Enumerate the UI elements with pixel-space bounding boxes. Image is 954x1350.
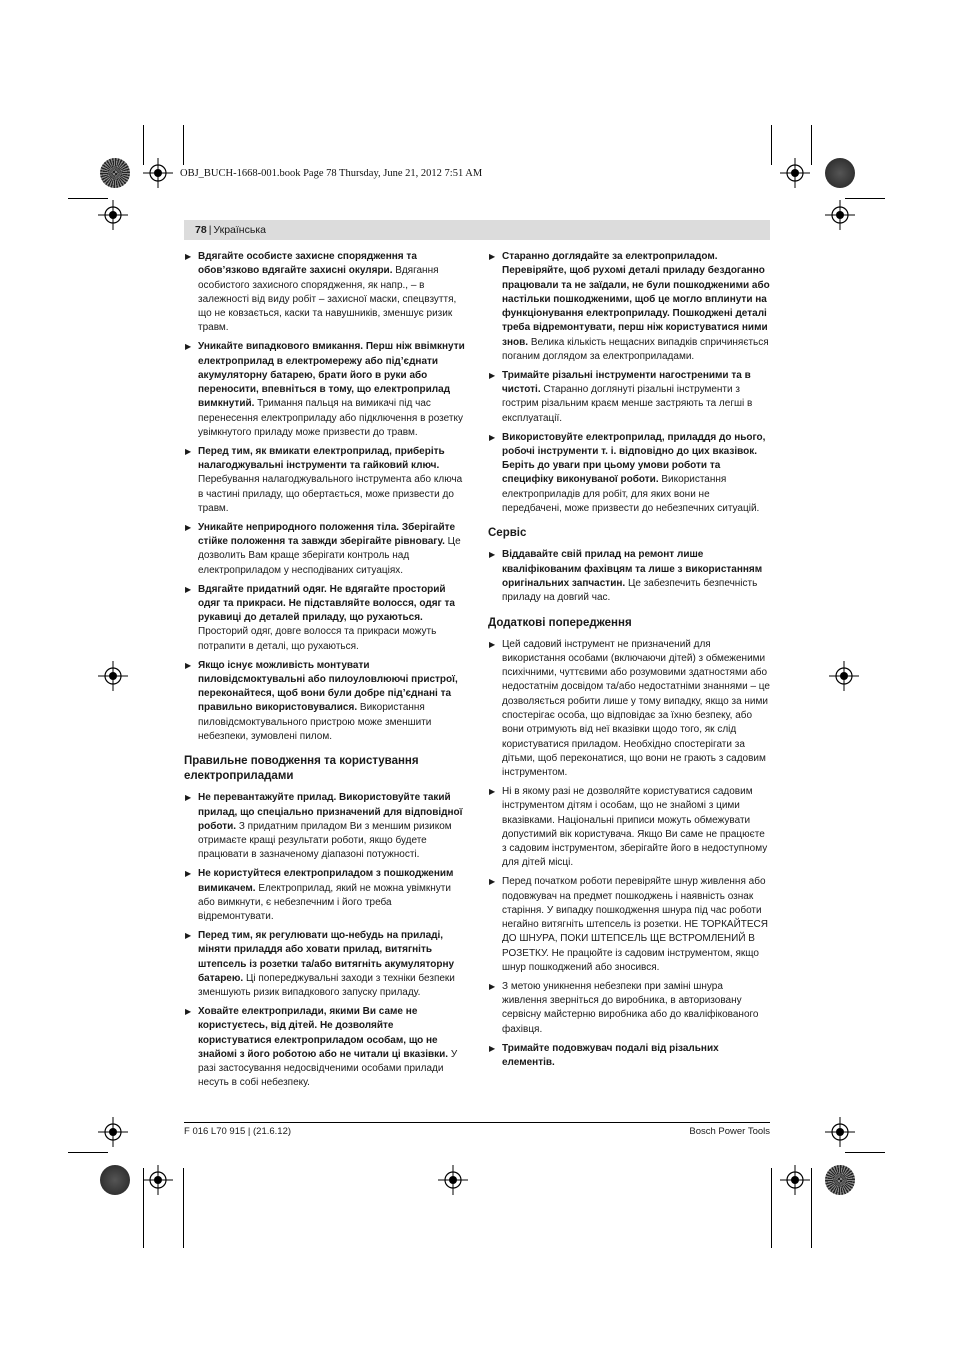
bullet-arrow-icon: ▶: [185, 1006, 192, 1016]
item-text: Перебування налагоджувального інструмента або ключа в частині приладу, що обертається, може призвести до травм.: [198, 474, 463, 515]
right-column: [488, 250, 770, 1075]
registration-mark-icon: [780, 158, 810, 188]
item-bold-text: Ховайте електроприлади, якими Ви саме не користуєтесь, від дітей. Не дозволяйте користуватися електроприладом особам, що не знайомі з його роботою або не читали ці вказівки.: [198, 1005, 449, 1060]
bullet-arrow-icon: ▶: [185, 869, 192, 879]
bullet-arrow-icon: ▶: [185, 342, 192, 352]
item-text: Використання електроприладів для робіт, для яких вони не передбачені, може призвести до небезпечних ситуацій.: [502, 474, 760, 515]
bullet-arrow-icon: ▶: [489, 877, 496, 887]
color-wheel-icon: [100, 1165, 130, 1195]
bullet-arrow-icon: ▶: [185, 522, 192, 532]
crop-mark: [183, 1168, 184, 1248]
item-bold-text: Перед тим, як регулювати що-небудь на приладі, міняти приладдя або ховати прилад, витягніть штепсель із розетки та/або витягніть акумуляторну батарею.: [198, 929, 455, 984]
item-bold-text: Не перевантажуйте прилад. Використовуйте такий прилад, що спеціально призначений для відповідної роботи.: [198, 792, 463, 832]
bullet-arrow-icon: ▶: [489, 981, 496, 991]
item-bold-text: Вдягайте придатний одяг. Не вдягайте просторий одяг та прикраси. Не підставляйте волосся, одяг та рукавиці до деталей приладу, що рухаються.: [198, 583, 455, 624]
list-item: [488, 1042, 770, 1071]
section-heading: Правильне поводження та користування електроприладами: [184, 755, 419, 783]
registration-mark-icon: [143, 1165, 173, 1195]
item-text: Старанно доглянуті різальні інструменти з гострим різальним краєм менше застряють та легші в експлуатації.: [502, 384, 753, 424]
list-section: [184, 791, 466, 1090]
bullet-arrow-icon: ▶: [489, 787, 496, 796]
item-bold-text: Уникайте неприродного положення тіла. Зберігайте стійке положення та завжди зберігайте рівновагу.: [198, 521, 456, 548]
item-bold-text: Старанно доглядайте за електроприладом. Перевіряйте, щоб рухомі деталі приладу бездоганно працювали та не заїдали, не були пошкодженими або настільки пошкодженими, щоб це могло вплинути на функціонування електроприладу. Пошкоджені деталі треба відремонтувати, перш ніж користуватися ними знов.: [502, 251, 770, 348]
registration-mark-icon: [98, 661, 128, 691]
crop-mark: [68, 198, 108, 199]
bullet-arrow-icon: ▶: [185, 446, 192, 456]
bullet-arrow-icon: ▶: [489, 550, 496, 560]
bullet-arrow-icon: ▶: [489, 252, 496, 261]
registration-mark-icon: [829, 661, 859, 691]
crop-mark: [811, 125, 812, 165]
list-section: [488, 250, 770, 516]
item-text: Ці попереджувальні заходи з техніки безпеки зменшують ризик випадкового запуску приладу.: [198, 972, 455, 999]
item-text: Тримання пальця на вимикачі під час перенесення електроприладу або підключення в розетку увімкнутого приладу може призвести до травм.: [198, 398, 463, 439]
language-label: Українська: [213, 224, 266, 236]
crop-mark: [771, 125, 772, 165]
bullet-arrow-icon: ▶: [489, 639, 496, 649]
list-item: [488, 250, 770, 364]
footer-rule: [184, 1122, 770, 1123]
registration-mark-icon: [825, 1117, 855, 1147]
list-item: [184, 583, 466, 654]
bullet-arrow-icon: ▶: [185, 584, 192, 594]
list-item: [184, 521, 466, 578]
crop-mark: [845, 198, 885, 199]
item-text: Це дозволить Вам краще зберігати контроль над електроприладом у несподіваних ситуаціях.: [198, 536, 461, 576]
list-item: [184, 867, 466, 924]
item-text: Ні в якому разі не дозволяйте користуватися садовим інструментом дітям і особам, що не знайомі з цими вказівками. Національні приписи можуть обмежувати допустимий вік користувача. Якщо Ви саме не працюєте з садовим інструментом, зберігайте його в недоступному для дітей місці.: [502, 786, 768, 869]
color-wheel-icon: [825, 158, 855, 188]
section-heading-service: Сервіс: [488, 527, 527, 540]
list-section: [488, 548, 770, 605]
item-text: З придатним приладом Ви з меншим ризиком отримаєте кращі результати роботи, якщо будете працювати в зазначеному діапазоні потужності.: [198, 820, 452, 861]
item-bold-text: Тримайте різальні інструменти нагостреними та в чистоті.: [502, 369, 751, 396]
item-bold-text: Використовуйте електроприлад, приладдя до нього, робочі інструменти т. і. відповідно до цих вказівок. Беріть до уваги при цьому умови роботи та специфіку виконуваної роботи.: [502, 431, 766, 486]
item-text: Цей садовий інструмент не призначений для використання особами (включаючи дітей) з обмеженими психічними, чуттєвими або розумовими здатностями або недостатнім досвідом та/або недостатніми знаннями – це дозволяється робити лише у тому випадку, якщо за ними спостерігає особа, що відповідає за їхню безпеку, або вони отримують від неї вказівки щодо того, як слід користуватися приладом. Необхідно спостерігати за дітьми, щоб переконатися, що вони не грають з садовим інструментом.: [502, 638, 770, 779]
list-item: [184, 791, 466, 862]
list-item: [488, 638, 770, 781]
list-item: [184, 659, 466, 745]
list-item: [184, 445, 466, 516]
footer-brand: Bosch Power Tools: [689, 1126, 770, 1137]
footer-doc-code: F 016 L70 915 | (21.6.12): [184, 1126, 292, 1137]
list-item: [488, 785, 770, 871]
list-item: [184, 340, 466, 440]
registration-mark-icon: [98, 1117, 128, 1147]
crop-mark: [68, 1152, 108, 1153]
page-number: 78: [195, 224, 207, 236]
crop-mark: [771, 1168, 772, 1248]
bullet-arrow-icon: ▶: [185, 660, 192, 670]
section-heading-additional: Додаткові попередження: [488, 616, 632, 629]
item-text: У разі застосування недосвідченими особами прилади несуть в собі небезпеку.: [198, 1048, 458, 1089]
item-text: Просторий одяг, довге волосся та прикраси можуть потрапити в деталі, що рухаються.: [198, 626, 437, 652]
bullet-arrow-icon: ▶: [489, 370, 496, 380]
item-bold-text: Якщо існує можливість монтувати пиловідсмоктувальні або пилоуловлюючі пристрої, переконайтеся, щоб вони були добре під’єднані та правильно використовувалися.: [198, 659, 458, 714]
header-separator: |: [208, 224, 212, 236]
crop-mark: [811, 1168, 812, 1248]
item-bold-text: Вдягайте особисте захисне спорядження та обов’язково вдягайте захисні окуляри.: [198, 251, 417, 277]
registration-mark-icon: [98, 200, 128, 230]
list-item: [184, 1005, 466, 1091]
list-item: [184, 250, 466, 336]
bullet-arrow-icon: ▶: [185, 930, 192, 940]
list-section: [488, 638, 770, 1071]
list-item: [488, 431, 770, 517]
registration-mark-icon: [438, 1165, 468, 1195]
left-column: [184, 250, 466, 1095]
registration-mark-icon: [780, 1165, 810, 1195]
item-text: Вдягання особистого захисного спорядження, як напр., – в залежності від виду робіт – захисної маски, спецвзуття, що не ковзається, каски та навушників, зменшує ризик травм.: [198, 265, 457, 334]
item-bold-text: Не користуйтеся електроприладом з пошкодженим вимикачем.: [198, 868, 454, 894]
item-text: Велика кількість нещасних випадків спричиняється поганим доглядом за електроприладами.: [502, 336, 769, 363]
item-bold-text: Перед тим, як вмикати електроприлад, приберіть налагоджувальні інструменти та гайковий ключ.: [198, 445, 445, 472]
color-wheel-icon: [825, 1165, 855, 1195]
page-header: [184, 220, 770, 240]
bullet-arrow-icon: ▶: [185, 252, 192, 261]
bullet-arrow-icon: ▶: [185, 793, 192, 803]
list-item: [488, 980, 770, 1037]
list-item: [488, 548, 770, 605]
item-bold-text: Віддавайте свій прилад на ремонт лише кваліфікованим фахівцям та лише з використанням оригінальних запчастин.: [502, 549, 763, 589]
list-item: [184, 929, 466, 1000]
print-slug: OBJ_BUCH-1668-001.book Page 78 Thursday, June 21, 2012 7:51 AM: [180, 168, 483, 179]
registration-mark-icon: [143, 158, 173, 188]
item-bold-text: Тримайте подовжувач подалі від різальних елементів.: [502, 1042, 719, 1068]
registration-mark-icon: [825, 200, 855, 230]
item-bold-text: Уникайте випадкового вмикання. Перш ніж ввімкнути електроприлад в електромережу або під’єднати акумуляторну батарею, брати його в руки або переносити, впевніться в тому, що електроприлад вимкнутий.: [198, 341, 465, 410]
item-text: Перед початком роботи перевіряйте шнур живлення або подовжувач на предмет пошкоджень і наявність ознак старіння. У випадку пошкодження шнура під час роботи негайно витягніть штепсель із розетки. НЕ ТОРКАЙТЕСЯ ДО ШНУРА, ПОКИ ШТЕПСЕЛЬ ЩЕ ВСТРОМЛЕНИЙ В РОЗЕТКУ. Не працюйте із садовим інструментом, якщо шнур пошкоджений або зносився.: [502, 876, 768, 974]
bullet-arrow-icon: ▶: [489, 432, 496, 442]
list-item: [488, 875, 770, 975]
item-text: Використання пиловідсмоктувального пристрою може зменшити небезпеки, зумовлені пилом.: [198, 702, 432, 742]
bullet-arrow-icon: ▶: [489, 1043, 496, 1053]
list-section: [184, 250, 466, 744]
item-text: З метою уникнення небезпеки при заміні шнура живлення зверніться до виробника, в авторизовану сервісну майстерню виробника або до кваліфікованого фахівця.: [502, 980, 759, 1035]
item-text: Електроприлад, який не можна увімкнути або вимкнути, є небезпечним і його треба відремонтувати.: [198, 882, 451, 923]
crop-mark: [845, 1152, 885, 1153]
color-wheel-icon: [100, 158, 130, 188]
list-item: [488, 369, 770, 426]
item-text: Це забезпечить безпечність приладу на довгий час.: [502, 577, 758, 604]
crop-mark: [183, 125, 184, 165]
